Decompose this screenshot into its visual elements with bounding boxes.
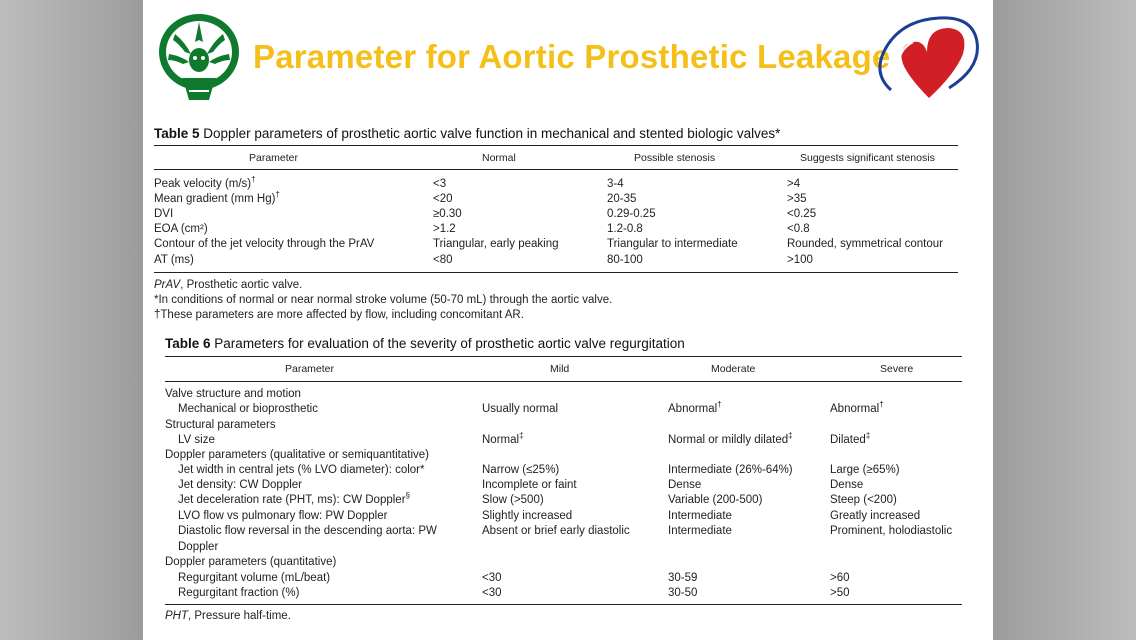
- heart-center-logo: [869, 12, 983, 102]
- table6-cell-severe: Abnormal†: [830, 400, 884, 415]
- table6-cell-severe: Large (≥65%): [830, 464, 900, 476]
- table6-cell-mild: Slightly increased: [482, 510, 573, 522]
- table6-cell-severe: Steep (<200): [830, 494, 897, 506]
- table5-cell-significant: <0.25: [787, 208, 817, 220]
- table6-header-severe: Severe: [880, 363, 914, 375]
- table6-cell-mild: Normal‡: [482, 431, 524, 446]
- table5-cell-param: EOA (cm²): [154, 223, 208, 235]
- table6-footnote-abbr: PHT, Pressure half-time.: [165, 610, 291, 622]
- table5-cell-significant: Rounded, symmetrical contour: [787, 238, 943, 250]
- table5-cell-param: DVI: [154, 208, 174, 220]
- table6-section-label: Valve structure and motion: [165, 388, 301, 400]
- table5-header-possible-stenosis: Possible stenosis: [634, 152, 716, 164]
- table5-footnote-star: *In conditions of normal or near normal stroke volume (50-70 mL) through the aortic valve.: [154, 294, 613, 306]
- table5-cell-normal: >1.2: [433, 223, 456, 235]
- table6-cell-param: Jet deceleration rate (PHT, ms): CW Doppler§: [178, 491, 410, 506]
- table5-bottom-rule: [154, 272, 958, 273]
- table5-header-significant-stenosis: Suggests significant stenosis: [800, 152, 935, 164]
- table6-cell-moderate: 30-59: [668, 572, 698, 584]
- table6-cell-moderate: Intermediate: [668, 510, 732, 522]
- slide-title: Parameter for Aortic Prosthetic Leakage: [253, 38, 891, 75]
- table5-cell-normal: ≥0.30: [433, 208, 462, 220]
- table5-cell-possible: 3-4: [607, 178, 624, 190]
- slide: [143, 0, 993, 640]
- table6-header-rule: [165, 381, 962, 382]
- table5-label: Table 5: [154, 126, 200, 141]
- university-emblem-logo: [155, 12, 243, 104]
- table6-cell-moderate: Normal or mildly dilated‡: [668, 431, 793, 446]
- table6-caption: [165, 336, 685, 351]
- table6-cell-severe: >50: [830, 587, 850, 599]
- table5-cell-possible: 80-100: [607, 254, 643, 266]
- right-gray-margin: [993, 0, 1136, 640]
- table6-cell-param: Diastolic flow reversal in the descending aorta: PW: [178, 525, 437, 537]
- table5-footnote-dagger: †These parameters are more affected by flow, including concomitant AR.: [154, 309, 524, 321]
- table5-cell-normal: <80: [433, 254, 453, 266]
- table6-cell-param: Jet width in central jets (% LVO diameter): color*: [178, 464, 425, 476]
- table5-cell-possible: 20-35: [607, 193, 637, 205]
- table5-cell-param: Peak velocity (m/s)†: [154, 175, 256, 190]
- table5-header-rule: [154, 169, 958, 170]
- table6-cell-severe: Dense: [830, 479, 864, 491]
- table6-section-label: Structural parameters: [165, 419, 276, 431]
- table5-header-normal: Normal: [482, 152, 516, 164]
- table5-cell-significant: <0.8: [787, 223, 810, 235]
- table5-cell-possible: 0.29-0.25: [607, 208, 656, 220]
- table5-cell-significant: >100: [787, 254, 813, 266]
- table6-cell-moderate: Abnormal†: [668, 400, 722, 415]
- table5-top-rule: [154, 145, 958, 146]
- table6-cell-severe: Dilated‡: [830, 431, 871, 446]
- table6-cell-param: Regurgitant fraction (%): [178, 587, 300, 599]
- table5-cell-normal: Triangular, early peaking: [433, 238, 559, 250]
- table6-section-label: Doppler parameters (quantitative): [165, 556, 337, 568]
- table5-cell-param: AT (ms): [154, 254, 194, 266]
- table6-cell-moderate: Intermediate: [668, 525, 732, 537]
- table6-cell-mild: Absent or brief early diastolic: [482, 525, 630, 537]
- table6-header-parameter: Parameter: [285, 363, 335, 375]
- table6-cell-mild: <30: [482, 572, 502, 584]
- table5-cell-significant: >35: [787, 193, 807, 205]
- table6-cell-moderate: Variable (200-500): [668, 494, 763, 506]
- table5-cell-normal: <3: [433, 178, 447, 190]
- table6-cell-moderate: Dense: [668, 479, 702, 491]
- table6-caption-text: Parameters for evaluation of the severity of prosthetic aortic valve regurgitation: [214, 336, 685, 351]
- table6-bottom-rule: [165, 604, 962, 605]
- table6-label: Table 6: [165, 336, 211, 351]
- table5-cell-param: Contour of the jet velocity through the PrAV: [154, 238, 375, 250]
- table5-footnote-abbr: PrAV, Prosthetic aortic valve.: [154, 279, 303, 291]
- table6-cell-param: Mechanical or bioprosthetic: [178, 403, 318, 415]
- table5-cell-possible: Triangular to intermediate: [607, 238, 738, 250]
- table6-cell-param: LVO flow vs pulmonary flow: PW Doppler: [178, 510, 388, 522]
- table6-cell-param-continued: Doppler: [178, 541, 219, 553]
- left-gray-margin: [0, 0, 143, 640]
- table6-cell-severe: Prominent, holodiastolic: [830, 525, 953, 537]
- table6-cell-param: LV size: [178, 434, 215, 446]
- table5-cell-significant: >4: [787, 178, 801, 190]
- table5-caption-text: Doppler parameters of prosthetic aortic valve function in mechanical and stented biologic valves*: [203, 126, 781, 141]
- table6-cell-param: Regurgitant volume (mL/beat): [178, 572, 331, 584]
- table6-cell-severe: Greatly increased: [830, 510, 921, 522]
- table6-header-moderate: Moderate: [711, 363, 756, 375]
- table6-cell-mild: Slow (>500): [482, 494, 544, 506]
- table6-cell-moderate: Intermediate (26%-64%): [668, 464, 793, 476]
- table5-cell-possible: 1.2-0.8: [607, 223, 643, 235]
- table6-cell-mild: Incomplete or faint: [482, 479, 577, 491]
- table6-cell-mild: Narrow (≤25%): [482, 464, 560, 476]
- table5-header-parameter: Parameter: [249, 152, 299, 164]
- table5-cell-param: Mean gradient (mm Hg)†: [154, 190, 280, 205]
- table6-top-rule: [165, 356, 962, 357]
- table6-cell-mild: <30: [482, 587, 502, 599]
- table6-cell-param: Jet density: CW Doppler: [178, 479, 302, 491]
- table6-cell-mild: Usually normal: [482, 403, 559, 415]
- table6-cell-severe: >60: [830, 572, 850, 584]
- table5-cell-normal: <20: [433, 193, 453, 205]
- table6-cell-moderate: 30-50: [668, 587, 698, 599]
- table6-header-mild: Mild: [550, 363, 570, 375]
- table6-section-label: Doppler parameters (qualitative or semiquantitative): [165, 449, 429, 461]
- table5-caption: [154, 126, 780, 141]
